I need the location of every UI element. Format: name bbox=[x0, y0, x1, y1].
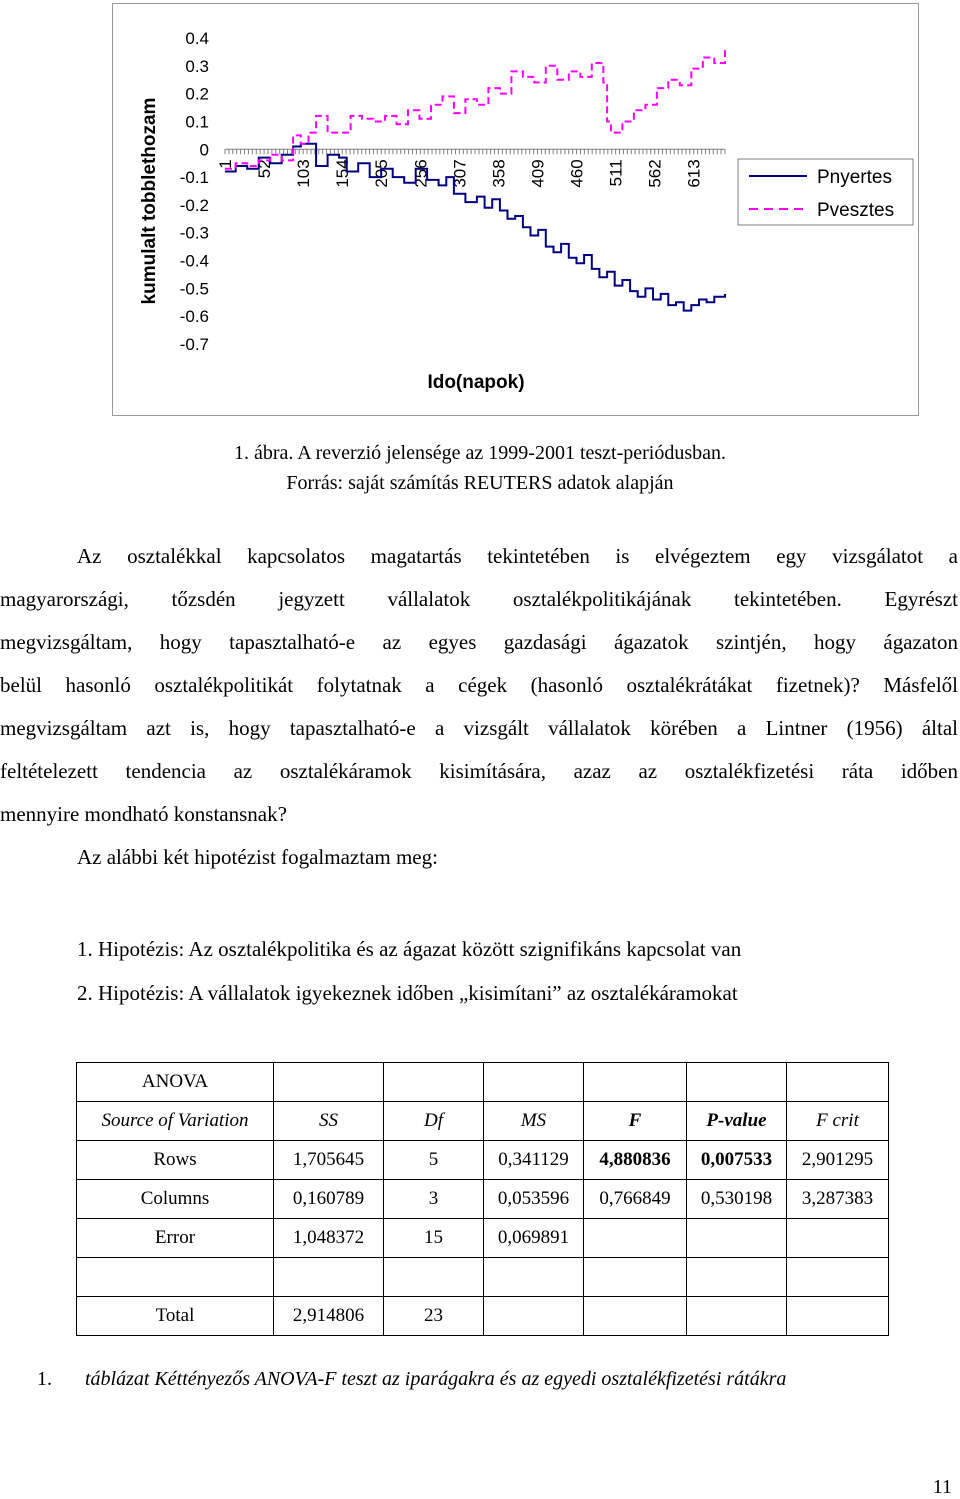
header-cell: F crit bbox=[787, 1102, 889, 1141]
paragraph-line: magyarországi, tőzsdén jegyzett vállalatok osztalékpolitikájának tekintetében. Egyrészt bbox=[0, 587, 958, 611]
x-tick-label: 103 bbox=[294, 159, 314, 188]
header-cell: P-value bbox=[687, 1102, 787, 1141]
y-tick-label: 0.3 bbox=[185, 56, 209, 76]
y-tick-label: -0.4 bbox=[179, 251, 209, 271]
paragraph-line: Az alábbi két hipotézist fogalmaztam meg: bbox=[77, 845, 438, 869]
figure-caption: 1. ábra. A reverzió jelensége az 1999-2001 teszt-periódusban. bbox=[233, 442, 727, 464]
table-cell bbox=[484, 1258, 584, 1297]
table-row bbox=[77, 1219, 889, 1258]
x-tick-label: 613 bbox=[684, 159, 704, 188]
y-tick-label: -0.1 bbox=[179, 168, 209, 188]
x-tick-label: 256 bbox=[411, 159, 431, 188]
table-cell: 0,766849 bbox=[584, 1180, 687, 1219]
table-cell: Error bbox=[77, 1219, 274, 1258]
table-cell bbox=[484, 1297, 584, 1336]
y-tick-label: -0.2 bbox=[179, 195, 209, 215]
y-tick-label: -0.5 bbox=[179, 279, 209, 299]
table-cell: 2,914806 bbox=[274, 1297, 384, 1336]
table-row bbox=[77, 1258, 889, 1297]
table-row bbox=[77, 1141, 889, 1180]
header-cell: MS bbox=[484, 1102, 584, 1141]
paragraph-line: megvizsgáltam, hogy tapasztalható-e az egyes gazdasági ágazatok szintjén, hogy ágazaton bbox=[0, 630, 958, 654]
table-cell bbox=[787, 1258, 889, 1297]
table-cell: 0,341129 bbox=[484, 1141, 584, 1180]
table-cell bbox=[584, 1219, 687, 1258]
table-cell: 3 bbox=[384, 1180, 484, 1219]
figure-source: Forrás: saját számítás REUTERS adatok alapján bbox=[286, 472, 674, 494]
table-title-row bbox=[77, 1063, 889, 1102]
table-title: ANOVA bbox=[77, 1063, 274, 1102]
x-tick-label: 307 bbox=[450, 159, 470, 188]
table-cell: 1,705645 bbox=[274, 1141, 384, 1180]
table-cell: 3,287383 bbox=[787, 1180, 889, 1219]
table-cell bbox=[787, 1297, 889, 1336]
table-cell: 0,160789 bbox=[274, 1180, 384, 1219]
table-cell bbox=[687, 1258, 787, 1297]
table-cell: 15 bbox=[384, 1219, 484, 1258]
table-cell: 4,880836 bbox=[584, 1141, 687, 1180]
header-cell: Df bbox=[384, 1102, 484, 1141]
legend-label: Pvesztes bbox=[817, 200, 895, 221]
paragraph-line: belül hasonló osztalékpolitikát folytatnak a cégek (hasonló osztalékrátákat fizetnek)? Másfelől bbox=[0, 673, 958, 697]
header-cell: Source of Variation bbox=[77, 1102, 274, 1141]
table-cell: Columns bbox=[77, 1180, 274, 1219]
table-cell: 0,053596 bbox=[484, 1180, 584, 1219]
hypothesis-1: 1. Hipotézis: Az osztalékpolitika és az ágazat között szignifikáns kapcsolat van bbox=[77, 937, 742, 961]
table-cell bbox=[274, 1258, 384, 1297]
paragraph-line: mennyire mondható konstansnak? bbox=[0, 802, 287, 826]
table-cell: Total bbox=[77, 1297, 274, 1336]
body-paragraph bbox=[0, 535, 958, 879]
header-cell: SS bbox=[274, 1102, 384, 1141]
x-axis-label: Ido(napok) bbox=[427, 372, 525, 393]
header-cell: F bbox=[584, 1102, 687, 1141]
table-cell: 0,007533 bbox=[687, 1141, 787, 1180]
x-tick-label: 460 bbox=[567, 159, 587, 188]
y-tick-label: 0.2 bbox=[185, 84, 209, 104]
table-cell bbox=[787, 1219, 889, 1258]
table-caption bbox=[37, 1368, 786, 1391]
y-tick-label: 0 bbox=[199, 140, 209, 160]
table-caption-text: táblázat Kéttényezős ANOVA-F teszt az iparágakra és az egyedi osztalékfizetési rátákra bbox=[85, 1368, 787, 1390]
table-cell bbox=[687, 1219, 787, 1258]
y-tick-label: 0.4 bbox=[185, 29, 209, 48]
table-cell: 1,048372 bbox=[274, 1219, 384, 1258]
paragraph-line: Az osztalékkal kapcsolatos magatartás tekintetében is elvégeztem egy vizsgálatot a bbox=[77, 544, 958, 568]
x-tick-label: 154 bbox=[333, 159, 353, 188]
y-tick-label: -0.3 bbox=[179, 223, 209, 243]
chart-frame bbox=[112, 3, 919, 416]
table-caption-number: 1. bbox=[37, 1368, 52, 1390]
paragraph-line: megvizsgáltam azt is, hogy tapasztalható-e a vizsgált vállalatok körében a Lintner (1956) által bbox=[0, 716, 958, 740]
table-cell: 2,901295 bbox=[787, 1141, 889, 1180]
x-tick-label: 1 bbox=[216, 159, 235, 169]
table-cell: 5 bbox=[384, 1141, 484, 1180]
table-cell bbox=[687, 1297, 787, 1336]
y-axis-label: kumulalt tobblethozam bbox=[139, 97, 160, 305]
x-tick-label: 562 bbox=[645, 159, 665, 188]
x-tick-label: 511 bbox=[606, 159, 626, 187]
table-cell bbox=[384, 1258, 484, 1297]
table-cell bbox=[584, 1258, 687, 1297]
table-row bbox=[77, 1297, 889, 1336]
x-tick-label: 358 bbox=[489, 159, 509, 188]
table-cell: 23 bbox=[384, 1297, 484, 1336]
hypothesis-2: 2. Hipotézis: A vállalatok igyekeznek időben „kisimítani” az osztalékáramokat bbox=[77, 981, 738, 1005]
reversal-chart bbox=[113, 4, 918, 415]
anova-table bbox=[76, 1062, 889, 1336]
page-number: 11 bbox=[932, 1476, 952, 1498]
y-tick-label: -0.7 bbox=[179, 335, 209, 354]
paragraph-line: feltételezett tendencia az osztalékáramok kisimítására, azaz az osztalékfizetési ráta időben bbox=[0, 759, 958, 783]
y-tick-label: -0.6 bbox=[179, 307, 209, 327]
x-tick-label: 52 bbox=[255, 159, 275, 179]
table-cell: Rows bbox=[77, 1141, 274, 1180]
table-row bbox=[77, 1180, 889, 1219]
x-tick-label: 409 bbox=[528, 159, 548, 188]
table-cell bbox=[77, 1258, 274, 1297]
table-cell bbox=[584, 1297, 687, 1336]
x-tick-label: 205 bbox=[372, 159, 392, 188]
table-cell: 0,530198 bbox=[687, 1180, 787, 1219]
table-cell: 0,069891 bbox=[484, 1219, 584, 1258]
table-header-row bbox=[77, 1102, 889, 1141]
y-tick-label: 0.1 bbox=[185, 112, 209, 132]
legend-label: Pnyertes bbox=[817, 167, 892, 188]
